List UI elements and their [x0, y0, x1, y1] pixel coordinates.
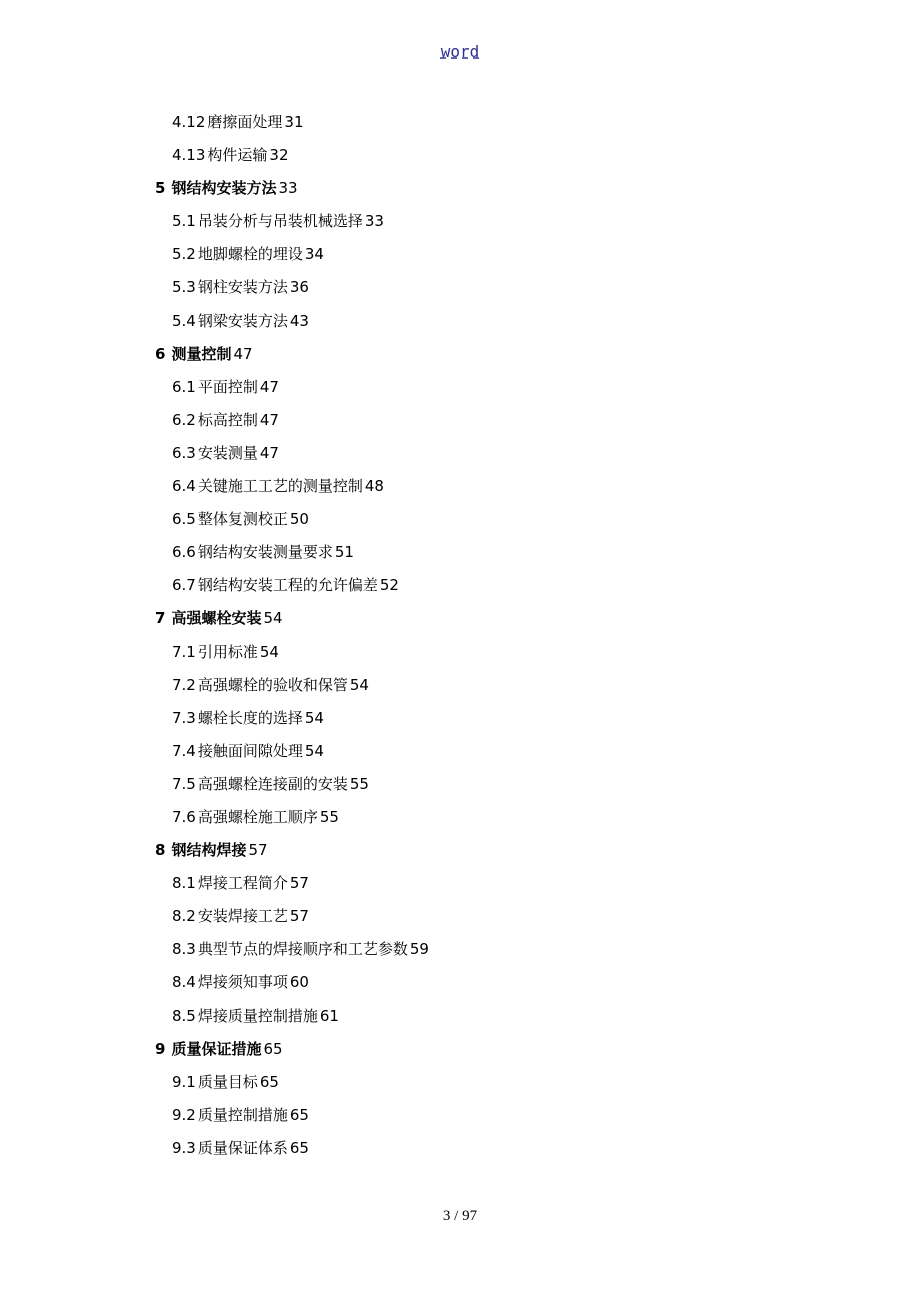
toc-entry-title: 整体复测校正: [197, 510, 288, 529]
toc-entry-number: 9.3: [172, 1138, 196, 1157]
toc-entry-number: 6.2: [172, 410, 196, 429]
toc-entry-page: 61: [319, 1006, 339, 1025]
toc-entry-page: 47: [259, 377, 279, 396]
toc-entry-number: 4.12: [172, 113, 206, 131]
toc-entry-number: 6.5: [172, 510, 196, 529]
toc-section-entry[interactable]: [0, 205, 920, 238]
toc-entry-title: 高强螺栓的验收和保管: [197, 675, 348, 694]
toc-section-entry[interactable]: [0, 536, 920, 569]
toc-entry-number: 6.7: [172, 576, 196, 595]
toc-section-entry[interactable]: [0, 106, 920, 139]
toc-entry-number: 6.3: [172, 443, 196, 462]
toc-entry-page: 54: [349, 675, 369, 694]
toc-entry-title: 标高控制: [197, 410, 258, 429]
toc-entry-title: 焊接须知事项: [197, 973, 288, 992]
toc-chapter-entry[interactable]: [0, 1033, 920, 1066]
toc-section-entry[interactable]: [0, 1000, 920, 1033]
toc-entry-title: 引用标准: [197, 642, 258, 661]
toc-entry-title: 钢结构安装测量要求: [197, 543, 333, 562]
toc-entry-page: 32: [269, 146, 289, 165]
toc-entry-number: 8.1: [172, 874, 196, 893]
toc-section-entry[interactable]: [0, 437, 920, 470]
toc-entry-number: 7: [155, 609, 166, 628]
toc-entry-number: 7.3: [172, 708, 196, 727]
toc-section-entry[interactable]: [0, 702, 920, 735]
toc-entry-number: 9.2: [172, 1105, 196, 1124]
toc-entry-page: 65: [259, 1072, 279, 1091]
toc-section-entry[interactable]: [0, 139, 920, 172]
toc-entry-title: 地脚螺栓的埋设: [197, 245, 303, 264]
toc-entry-page: 47: [259, 410, 279, 429]
toc-section-entry[interactable]: [0, 1099, 920, 1132]
toc-entry-title: 安装焊接工艺: [197, 907, 288, 926]
table-of-contents: [0, 106, 920, 1165]
toc-section-entry[interactable]: [0, 305, 920, 338]
toc-entry-page: 33: [278, 179, 298, 198]
toc-entry-page: 57: [289, 874, 309, 893]
toc-chapter-entry[interactable]: [0, 172, 920, 205]
toc-entry-page: 65: [289, 1105, 309, 1124]
toc-entry-page: 60: [289, 973, 309, 992]
toc-entry-title: 关键施工工艺的测量控制: [197, 477, 363, 496]
page-number: 3 / 97: [442, 1208, 478, 1224]
toc-entry-number: 8.4: [172, 973, 196, 992]
toc-entry-page: 59: [409, 940, 429, 959]
toc-entry-title: 高强螺栓施工顺序: [197, 807, 318, 826]
toc-entry-page: 65: [263, 1039, 283, 1058]
toc-entry-number: 5: [155, 179, 166, 198]
toc-section-entry[interactable]: [0, 1066, 920, 1099]
toc-entry-title: 质量控制措施: [197, 1105, 288, 1124]
toc-entry-number: 8.3: [172, 940, 196, 959]
toc-entry-number: 7.2: [172, 675, 196, 694]
toc-entry-page: 52: [379, 576, 399, 595]
toc-entry-title: 焊接工程简介: [197, 874, 288, 893]
toc-entry-title: 典型节点的焊接顺序和工艺参数: [197, 940, 408, 959]
toc-entry-number: 9: [155, 1039, 166, 1058]
toc-entry-page: 55: [319, 807, 339, 826]
toc-entry-page: 54: [263, 609, 283, 628]
toc-entry-page: 48: [364, 477, 384, 496]
toc-section-entry[interactable]: [0, 238, 920, 271]
toc-entry-number: 5.2: [172, 245, 196, 264]
toc-entry-number: 6.1: [172, 377, 196, 396]
toc-entry-title: 平面控制: [197, 377, 258, 396]
toc-section-entry[interactable]: [0, 470, 920, 503]
toc-entry-number: 7.5: [172, 774, 196, 793]
toc-entry-title: 高强螺栓安装: [171, 609, 262, 628]
toc-entry-page: 43: [289, 311, 309, 330]
toc-entry-title: 钢梁安装方法: [197, 311, 288, 330]
toc-entry-page: 47: [259, 443, 279, 462]
toc-section-entry[interactable]: [0, 271, 920, 304]
toc-entry-title: 钢柱安装方法: [197, 278, 288, 297]
toc-entry-number: 7.1: [172, 642, 196, 661]
toc-entry-title: 质量目标: [197, 1072, 258, 1091]
toc-entry-page: 36: [289, 278, 309, 297]
toc-entry-number: 5.4: [172, 311, 196, 330]
toc-section-entry[interactable]: [0, 569, 920, 602]
toc-entry-number: 6.4: [172, 477, 196, 496]
toc-section-entry[interactable]: [0, 867, 920, 900]
toc-entry-title: 质量保证体系: [197, 1138, 288, 1157]
toc-entry-number: 6.6: [172, 543, 196, 562]
toc-entry-page: 54: [259, 642, 279, 661]
toc-entry-page: 33: [364, 212, 384, 231]
toc-entry-number: 5.3: [172, 278, 196, 297]
toc-entry-title: 质量保证措施: [171, 1039, 262, 1058]
toc-section-entry[interactable]: [0, 503, 920, 536]
toc-section-entry[interactable]: [0, 900, 920, 933]
toc-section-entry[interactable]: [0, 636, 920, 669]
header-word-link[interactable]: word: [440, 42, 480, 61]
toc-section-entry[interactable]: [0, 404, 920, 437]
toc-entry-title: 螺栓长度的选择: [197, 708, 303, 727]
toc-section-entry[interactable]: [0, 735, 920, 768]
toc-chapter-entry[interactable]: [0, 602, 920, 635]
toc-entry-number: 4.13: [172, 146, 206, 165]
toc-section-entry[interactable]: [0, 1132, 920, 1165]
toc-entry-page: 50: [289, 510, 309, 529]
toc-entry-number: 8.5: [172, 1006, 196, 1025]
toc-section-entry[interactable]: [0, 933, 920, 966]
toc-entry-page: 51: [334, 543, 354, 562]
toc-entry-title: 安装测量: [197, 443, 258, 462]
toc-section-entry[interactable]: [0, 966, 920, 999]
toc-entry-title: 磨擦面处理: [207, 113, 283, 131]
toc-entry-page: 57: [248, 841, 268, 860]
toc-chapter-entry[interactable]: [0, 338, 920, 371]
toc-section-entry[interactable]: [0, 801, 920, 834]
toc-entry-number: 7.6: [172, 807, 196, 826]
toc-entry-number: 7.4: [172, 741, 196, 760]
toc-section-entry[interactable]: [0, 768, 920, 801]
toc-entry-page: 34: [304, 245, 324, 264]
toc-entry-number: 9.1: [172, 1072, 196, 1091]
toc-entry-title: 吊装分析与吊装机械选择: [197, 212, 363, 231]
toc-entry-page: 31: [284, 113, 304, 131]
toc-entry-page: 54: [304, 741, 324, 760]
toc-entry-title: 接触面间隙处理: [197, 741, 303, 760]
toc-section-entry[interactable]: [0, 669, 920, 702]
toc-entry-page: 47: [233, 344, 253, 363]
toc-entry-page: 57: [289, 907, 309, 926]
toc-entry-title: 钢结构安装方法: [171, 179, 277, 198]
toc-entry-page: 65: [289, 1138, 309, 1157]
toc-chapter-entry[interactable]: [0, 834, 920, 867]
toc-entry-title: 构件运输: [207, 146, 268, 165]
toc-entry-number: 8: [155, 841, 166, 860]
toc-entry-title: 高强螺栓连接副的安装: [197, 774, 348, 793]
toc-entry-title: 焊接质量控制措施: [197, 1006, 318, 1025]
toc-entry-number: 8.2: [172, 907, 196, 926]
toc-entry-title: 钢结构安装工程的允许偏差: [197, 576, 378, 595]
toc-section-entry[interactable]: [0, 371, 920, 404]
toc-entry-title: 测量控制: [171, 344, 232, 363]
toc-entry-number: 5.1: [172, 212, 196, 231]
toc-entry-page: 55: [349, 774, 369, 793]
toc-entry-number: 6: [155, 344, 166, 363]
toc-entry-page: 54: [304, 708, 324, 727]
toc-entry-title: 钢结构焊接: [171, 841, 247, 860]
